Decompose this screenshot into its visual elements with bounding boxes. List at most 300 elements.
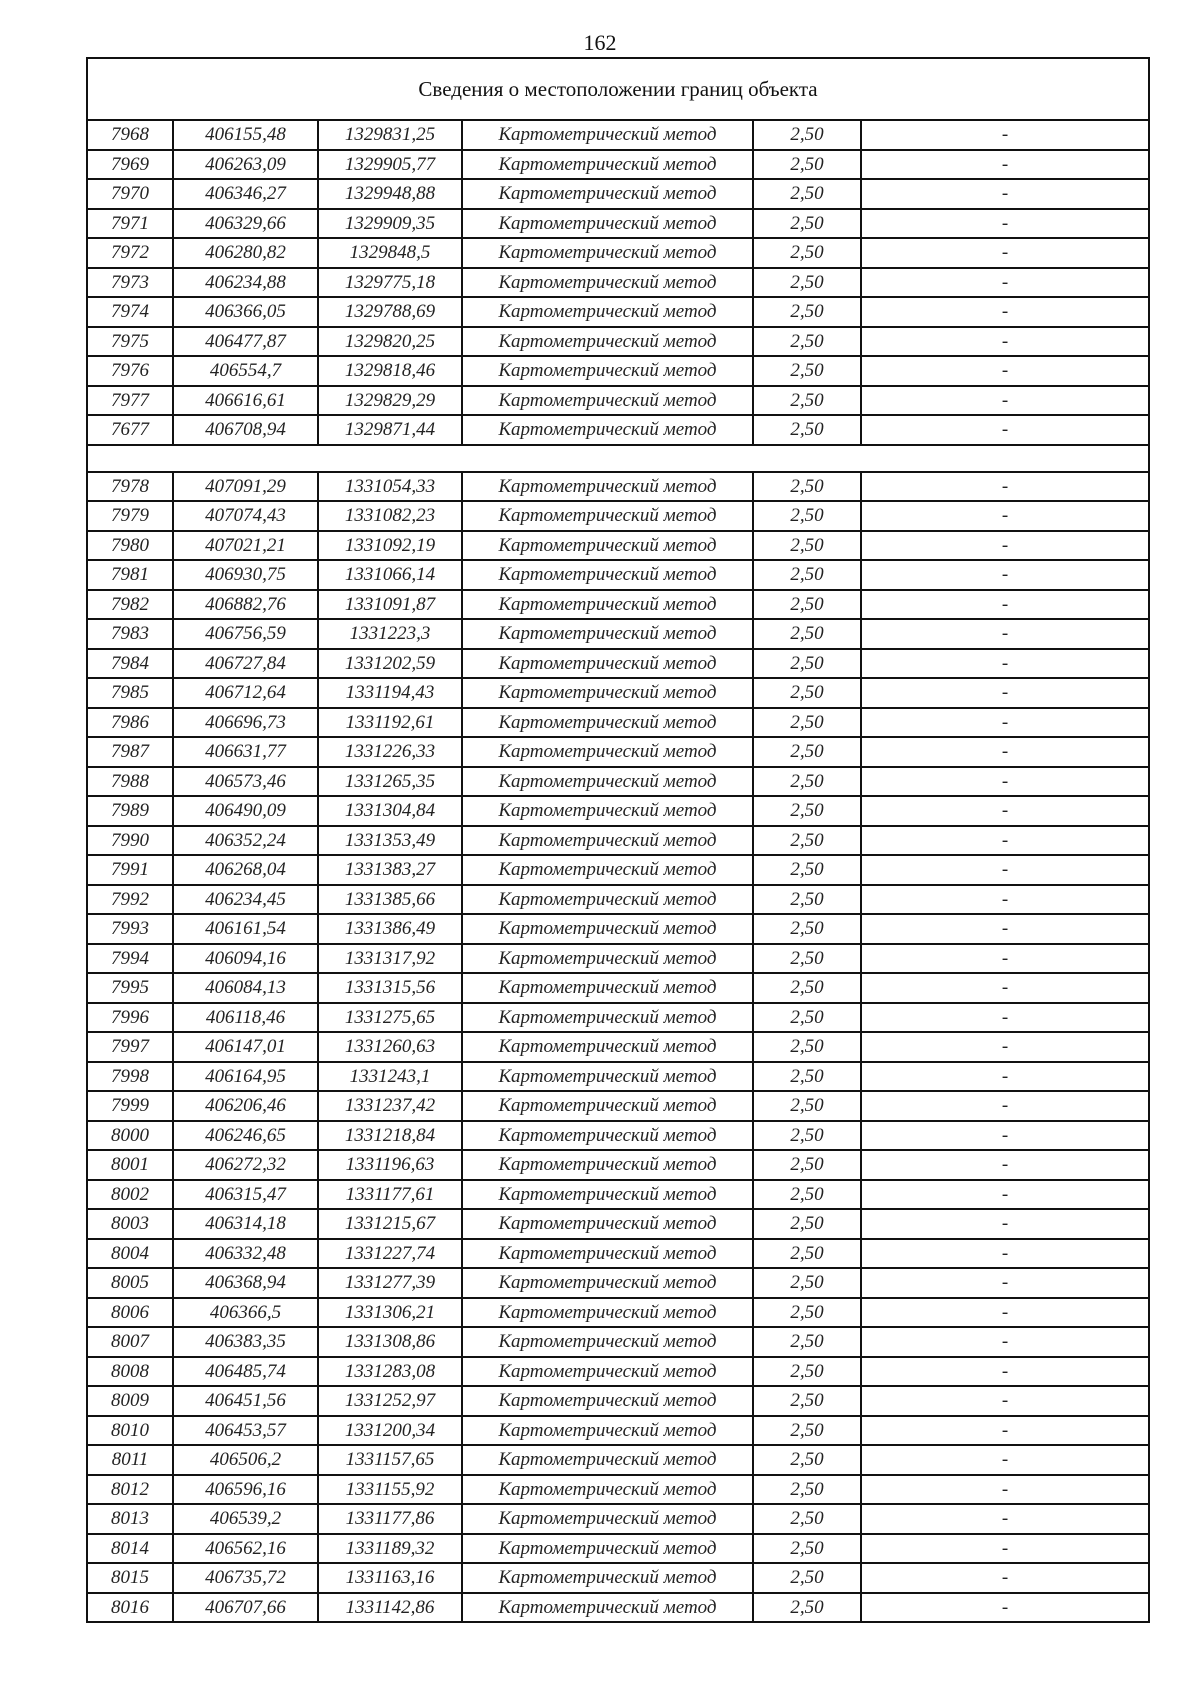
x-coordinate-cell: 406368,94 <box>173 1268 318 1298</box>
boundary-table <box>86 57 1150 1623</box>
x-coordinate-cell: 406453,57 <box>173 1416 318 1446</box>
table-row <box>87 708 1149 738</box>
x-coordinate-cell: 406234,88 <box>173 268 318 298</box>
method-cell: Картометрический метод <box>462 1032 753 1062</box>
x-coordinate-cell: 406329,66 <box>173 209 318 239</box>
description-cell: - <box>861 796 1149 826</box>
table-row <box>87 1268 1149 1298</box>
accuracy-cell: 2,50 <box>753 327 861 357</box>
y-coordinate-cell: 1331091,87 <box>318 590 462 620</box>
table-row <box>87 1003 1149 1033</box>
point-number-cell: 7994 <box>87 944 173 974</box>
accuracy-cell: 2,50 <box>753 501 861 531</box>
point-number-cell: 7986 <box>87 708 173 738</box>
description-cell: - <box>861 1032 1149 1062</box>
point-number-cell: 8015 <box>87 1563 173 1593</box>
y-coordinate-cell: 1331223,3 <box>318 619 462 649</box>
accuracy-cell: 2,50 <box>753 1209 861 1239</box>
y-coordinate-cell: 1331215,67 <box>318 1209 462 1239</box>
x-coordinate-cell: 406383,35 <box>173 1327 318 1357</box>
point-number-cell: 8007 <box>87 1327 173 1357</box>
accuracy-cell: 2,50 <box>753 619 861 649</box>
accuracy-cell: 2,50 <box>753 386 861 416</box>
accuracy-cell: 2,50 <box>753 737 861 767</box>
y-coordinate-cell: 1329818,46 <box>318 356 462 386</box>
description-cell: - <box>861 531 1149 561</box>
accuracy-cell: 2,50 <box>753 1357 861 1387</box>
point-number-cell: 8013 <box>87 1504 173 1534</box>
method-cell: Картометрический метод <box>462 1003 753 1033</box>
y-coordinate-cell: 1331283,08 <box>318 1357 462 1387</box>
description-cell: - <box>861 560 1149 590</box>
x-coordinate-cell: 406756,59 <box>173 619 318 649</box>
point-number-cell: 7993 <box>87 914 173 944</box>
y-coordinate-cell: 1331218,84 <box>318 1121 462 1151</box>
method-cell: Картометрический метод <box>462 1504 753 1534</box>
y-coordinate-cell: 1331054,33 <box>318 472 462 502</box>
method-cell: Картометрический метод <box>462 1357 753 1387</box>
y-coordinate-cell: 1331066,14 <box>318 560 462 590</box>
table-row <box>87 1504 1149 1534</box>
y-coordinate-cell: 1331194,43 <box>318 678 462 708</box>
method-cell: Картометрический метод <box>462 1327 753 1357</box>
accuracy-cell: 2,50 <box>753 1475 861 1505</box>
accuracy-cell: 2,50 <box>753 649 861 679</box>
y-coordinate-cell: 1331275,65 <box>318 1003 462 1033</box>
point-number-cell: 7995 <box>87 973 173 1003</box>
table-row <box>87 1209 1149 1239</box>
point-number-cell: 7999 <box>87 1091 173 1121</box>
table-row <box>87 1386 1149 1416</box>
table-row <box>87 914 1149 944</box>
accuracy-cell: 2,50 <box>753 1062 861 1092</box>
x-coordinate-cell: 406616,61 <box>173 386 318 416</box>
y-coordinate-cell: 1331177,86 <box>318 1504 462 1534</box>
x-coordinate-cell: 406263,09 <box>173 150 318 180</box>
x-coordinate-cell: 406155,48 <box>173 120 318 150</box>
table-row <box>87 150 1149 180</box>
point-number-cell: 7998 <box>87 1062 173 1092</box>
description-cell: - <box>861 1416 1149 1446</box>
table-row <box>87 944 1149 974</box>
accuracy-cell: 2,50 <box>753 179 861 209</box>
table-row <box>87 1593 1149 1623</box>
y-coordinate-cell: 1329948,88 <box>318 179 462 209</box>
y-coordinate-cell: 1331082,23 <box>318 501 462 531</box>
description-cell: - <box>861 619 1149 649</box>
method-cell: Картометрический метод <box>462 1563 753 1593</box>
point-number-cell: 8001 <box>87 1150 173 1180</box>
y-coordinate-cell: 1331155,92 <box>318 1475 462 1505</box>
table-row <box>87 619 1149 649</box>
point-number-cell: 7990 <box>87 826 173 856</box>
description-cell: - <box>861 1445 1149 1475</box>
accuracy-cell: 2,50 <box>753 1504 861 1534</box>
point-number-cell: 7989 <box>87 796 173 826</box>
method-cell: Картометрический метод <box>462 649 753 679</box>
description-cell: - <box>861 885 1149 915</box>
table-row <box>87 1357 1149 1387</box>
description-cell: - <box>861 1003 1149 1033</box>
x-coordinate-cell: 406366,05 <box>173 297 318 327</box>
x-coordinate-cell: 406506,2 <box>173 1445 318 1475</box>
method-cell: Картометрический метод <box>462 590 753 620</box>
accuracy-cell: 2,50 <box>753 1416 861 1446</box>
description-cell: - <box>861 1091 1149 1121</box>
description-cell: - <box>861 501 1149 531</box>
point-number-cell: 8011 <box>87 1445 173 1475</box>
point-number-cell: 7983 <box>87 619 173 649</box>
description-cell: - <box>861 1386 1149 1416</box>
description-cell: - <box>861 1298 1149 1328</box>
accuracy-cell: 2,50 <box>753 826 861 856</box>
accuracy-cell: 2,50 <box>753 209 861 239</box>
description-cell: - <box>861 1327 1149 1357</box>
y-coordinate-cell: 1329871,44 <box>318 415 462 445</box>
accuracy-cell: 2,50 <box>753 1445 861 1475</box>
x-coordinate-cell: 406451,56 <box>173 1386 318 1416</box>
x-coordinate-cell: 406539,2 <box>173 1504 318 1534</box>
table-row <box>87 1416 1149 1446</box>
method-cell: Картометрический метод <box>462 737 753 767</box>
table-row <box>87 1327 1149 1357</box>
accuracy-cell: 2,50 <box>753 238 861 268</box>
point-number-cell: 7987 <box>87 737 173 767</box>
point-number-cell: 7972 <box>87 238 173 268</box>
description-cell: - <box>861 767 1149 797</box>
description-cell: - <box>861 649 1149 679</box>
description-cell: - <box>861 1593 1149 1623</box>
method-cell: Картометрический метод <box>462 1209 753 1239</box>
description-cell: - <box>861 238 1149 268</box>
x-coordinate-cell: 406631,77 <box>173 737 318 767</box>
y-coordinate-cell: 1329905,77 <box>318 150 462 180</box>
x-coordinate-cell: 406164,95 <box>173 1062 318 1092</box>
method-cell: Картометрический метод <box>462 327 753 357</box>
method-cell: Картометрический метод <box>462 678 753 708</box>
method-cell: Картометрический метод <box>462 1475 753 1505</box>
point-number-cell: 8002 <box>87 1180 173 1210</box>
x-coordinate-cell: 406485,74 <box>173 1357 318 1387</box>
x-coordinate-cell: 406477,87 <box>173 327 318 357</box>
description-cell: - <box>861 944 1149 974</box>
accuracy-cell: 2,50 <box>753 297 861 327</box>
x-coordinate-cell: 406490,09 <box>173 796 318 826</box>
description-cell: - <box>861 327 1149 357</box>
point-number-cell: 7996 <box>87 1003 173 1033</box>
x-coordinate-cell: 406332,48 <box>173 1239 318 1269</box>
method-cell: Картометрический метод <box>462 1386 753 1416</box>
y-coordinate-cell: 1331308,86 <box>318 1327 462 1357</box>
accuracy-cell: 2,50 <box>753 415 861 445</box>
table-row <box>87 1475 1149 1505</box>
y-coordinate-cell: 1331265,35 <box>318 767 462 797</box>
y-coordinate-cell: 1329775,18 <box>318 268 462 298</box>
y-coordinate-cell: 1329820,25 <box>318 327 462 357</box>
point-number-cell: 8012 <box>87 1475 173 1505</box>
accuracy-cell: 2,50 <box>753 708 861 738</box>
x-coordinate-cell: 406268,04 <box>173 855 318 885</box>
method-cell: Картометрический метод <box>462 179 753 209</box>
y-coordinate-cell: 1331317,92 <box>318 944 462 974</box>
accuracy-cell: 2,50 <box>753 767 861 797</box>
table-row <box>87 120 1149 150</box>
description-cell: - <box>861 590 1149 620</box>
y-coordinate-cell: 1331277,39 <box>318 1268 462 1298</box>
point-number-cell: 7970 <box>87 179 173 209</box>
point-number-cell: 7974 <box>87 297 173 327</box>
y-coordinate-cell: 1331196,63 <box>318 1150 462 1180</box>
accuracy-cell: 2,50 <box>753 885 861 915</box>
description-cell: - <box>861 973 1149 1003</box>
table-row <box>87 501 1149 531</box>
accuracy-cell: 2,50 <box>753 944 861 974</box>
table-header-row <box>87 58 1149 120</box>
method-cell: Картометрический метод <box>462 619 753 649</box>
accuracy-cell: 2,50 <box>753 1386 861 1416</box>
accuracy-cell: 2,50 <box>753 1563 861 1593</box>
point-number-cell: 7991 <box>87 855 173 885</box>
accuracy-cell: 2,50 <box>753 1032 861 1062</box>
description-cell: - <box>861 1475 1149 1505</box>
table-row <box>87 1445 1149 1475</box>
point-number-cell: 8005 <box>87 1268 173 1298</box>
accuracy-cell: 2,50 <box>753 150 861 180</box>
description-cell: - <box>861 1268 1149 1298</box>
method-cell: Картометрический метод <box>462 1091 753 1121</box>
x-coordinate-cell: 406161,54 <box>173 914 318 944</box>
table-row <box>87 415 1149 445</box>
point-number-cell: 7677 <box>87 415 173 445</box>
y-coordinate-cell: 1331237,42 <box>318 1091 462 1121</box>
description-cell: - <box>861 297 1149 327</box>
table-row <box>87 826 1149 856</box>
description-cell: - <box>861 678 1149 708</box>
x-coordinate-cell: 406314,18 <box>173 1209 318 1239</box>
y-coordinate-cell: 1331315,56 <box>318 973 462 1003</box>
x-coordinate-cell: 406930,75 <box>173 560 318 590</box>
point-number-cell: 7976 <box>87 356 173 386</box>
table-row <box>87 238 1149 268</box>
x-coordinate-cell: 406882,76 <box>173 590 318 620</box>
description-cell: - <box>861 150 1149 180</box>
method-cell: Картометрический метод <box>462 209 753 239</box>
page-number: 162 <box>583 30 617 55</box>
accuracy-cell: 2,50 <box>753 1593 861 1623</box>
x-coordinate-cell: 406554,7 <box>173 356 318 386</box>
x-coordinate-cell: 406346,27 <box>173 179 318 209</box>
description-cell: - <box>861 415 1149 445</box>
method-cell: Картометрический метод <box>462 1298 753 1328</box>
y-coordinate-cell: 1329788,69 <box>318 297 462 327</box>
point-number-cell: 7982 <box>87 590 173 620</box>
accuracy-cell: 2,50 <box>753 1298 861 1328</box>
table-row <box>87 1091 1149 1121</box>
description-cell: - <box>861 914 1149 944</box>
description-cell: - <box>861 386 1149 416</box>
accuracy-cell: 2,50 <box>753 1003 861 1033</box>
accuracy-cell: 2,50 <box>753 120 861 150</box>
table-row <box>87 1150 1149 1180</box>
table-row <box>87 356 1149 386</box>
accuracy-cell: 2,50 <box>753 472 861 502</box>
y-coordinate-cell: 1331092,19 <box>318 531 462 561</box>
point-number-cell: 8014 <box>87 1534 173 1564</box>
x-coordinate-cell: 406084,13 <box>173 973 318 1003</box>
point-number-cell: 8008 <box>87 1357 173 1387</box>
table-row <box>87 209 1149 239</box>
x-coordinate-cell: 406147,01 <box>173 1032 318 1062</box>
table-row <box>87 560 1149 590</box>
point-number-cell: 7992 <box>87 885 173 915</box>
table-row <box>87 179 1149 209</box>
y-coordinate-cell: 1331227,74 <box>318 1239 462 1269</box>
method-cell: Картометрический метод <box>462 944 753 974</box>
table-row <box>87 386 1149 416</box>
point-number-cell: 8010 <box>87 1416 173 1446</box>
y-coordinate-cell: 1331304,84 <box>318 796 462 826</box>
x-coordinate-cell: 406206,46 <box>173 1091 318 1121</box>
accuracy-cell: 2,50 <box>753 973 861 1003</box>
y-coordinate-cell: 1331243,1 <box>318 1062 462 1092</box>
y-coordinate-cell: 1331252,97 <box>318 1386 462 1416</box>
y-coordinate-cell: 1331383,27 <box>318 855 462 885</box>
method-cell: Картометрический метод <box>462 973 753 1003</box>
group-separator-cell <box>87 445 1149 472</box>
x-coordinate-cell: 406562,16 <box>173 1534 318 1564</box>
method-cell: Картометрический метод <box>462 1239 753 1269</box>
accuracy-cell: 2,50 <box>753 855 861 885</box>
x-coordinate-cell: 406735,72 <box>173 1563 318 1593</box>
accuracy-cell: 2,50 <box>753 560 861 590</box>
description-cell: - <box>861 1534 1149 1564</box>
x-coordinate-cell: 406712,64 <box>173 678 318 708</box>
point-number-cell: 8016 <box>87 1593 173 1623</box>
table-row <box>87 1298 1149 1328</box>
description-cell: - <box>861 1504 1149 1534</box>
y-coordinate-cell: 1331306,21 <box>318 1298 462 1328</box>
x-coordinate-cell: 406234,45 <box>173 885 318 915</box>
method-cell: Картометрический метод <box>462 297 753 327</box>
x-coordinate-cell: 406272,32 <box>173 1150 318 1180</box>
x-coordinate-cell: 406696,73 <box>173 708 318 738</box>
point-number-cell: 7997 <box>87 1032 173 1062</box>
accuracy-cell: 2,50 <box>753 531 861 561</box>
table-row <box>87 649 1149 679</box>
x-coordinate-cell: 406708,94 <box>173 415 318 445</box>
y-coordinate-cell: 1331192,61 <box>318 708 462 738</box>
accuracy-cell: 2,50 <box>753 1121 861 1151</box>
accuracy-cell: 2,50 <box>753 1534 861 1564</box>
method-cell: Картометрический метод <box>462 1062 753 1092</box>
table-row <box>87 327 1149 357</box>
table-row <box>87 1032 1149 1062</box>
method-cell: Картометрический метод <box>462 120 753 150</box>
method-cell: Картометрический метод <box>462 1534 753 1564</box>
y-coordinate-cell: 1331177,61 <box>318 1180 462 1210</box>
table-row <box>87 1180 1149 1210</box>
method-cell: Картометрический метод <box>462 1180 753 1210</box>
description-cell: - <box>861 826 1149 856</box>
method-cell: Картометрический метод <box>462 1150 753 1180</box>
table-row <box>87 1062 1149 1092</box>
point-number-cell: 7968 <box>87 120 173 150</box>
point-number-cell: 7984 <box>87 649 173 679</box>
description-cell: - <box>861 268 1149 298</box>
accuracy-cell: 2,50 <box>753 1268 861 1298</box>
x-coordinate-cell: 406315,47 <box>173 1180 318 1210</box>
point-number-cell: 7988 <box>87 767 173 797</box>
method-cell: Картометрический метод <box>462 1268 753 1298</box>
method-cell: Картометрический метод <box>462 1445 753 1475</box>
x-coordinate-cell: 406352,24 <box>173 826 318 856</box>
table-row <box>87 767 1149 797</box>
table-title: Сведения о местоположении границ объекта <box>87 58 1149 120</box>
x-coordinate-cell: 407074,43 <box>173 501 318 531</box>
method-cell: Картометрический метод <box>462 855 753 885</box>
table-row <box>87 737 1149 767</box>
description-cell: - <box>861 1150 1149 1180</box>
y-coordinate-cell: 1331200,34 <box>318 1416 462 1446</box>
y-coordinate-cell: 1329909,35 <box>318 209 462 239</box>
description-cell: - <box>861 356 1149 386</box>
method-cell: Картометрический метод <box>462 796 753 826</box>
method-cell: Картометрический метод <box>462 150 753 180</box>
description-cell: - <box>861 1239 1149 1269</box>
accuracy-cell: 2,50 <box>753 914 861 944</box>
point-number-cell: 7973 <box>87 268 173 298</box>
method-cell: Картометрический метод <box>462 415 753 445</box>
point-number-cell: 7985 <box>87 678 173 708</box>
x-coordinate-cell: 406707,66 <box>173 1593 318 1623</box>
method-cell: Картометрический метод <box>462 501 753 531</box>
x-coordinate-cell: 406280,82 <box>173 238 318 268</box>
x-coordinate-cell: 406573,46 <box>173 767 318 797</box>
x-coordinate-cell: 407021,21 <box>173 531 318 561</box>
x-coordinate-cell: 406727,84 <box>173 649 318 679</box>
description-cell: - <box>861 1209 1149 1239</box>
method-cell: Картометрический метод <box>462 1593 753 1623</box>
accuracy-cell: 2,50 <box>753 796 861 826</box>
x-coordinate-cell: 407091,29 <box>173 472 318 502</box>
y-coordinate-cell: 1329829,29 <box>318 386 462 416</box>
y-coordinate-cell: 1331189,32 <box>318 1534 462 1564</box>
point-number-cell: 8006 <box>87 1298 173 1328</box>
accuracy-cell: 2,50 <box>753 1239 861 1269</box>
accuracy-cell: 2,50 <box>753 1180 861 1210</box>
point-number-cell: 8003 <box>87 1209 173 1239</box>
table-row <box>87 1239 1149 1269</box>
accuracy-cell: 2,50 <box>753 1150 861 1180</box>
point-number-cell: 7979 <box>87 501 173 531</box>
x-coordinate-cell: 406246,65 <box>173 1121 318 1151</box>
y-coordinate-cell: 1331226,33 <box>318 737 462 767</box>
table-row <box>87 855 1149 885</box>
description-cell: - <box>861 1121 1149 1151</box>
method-cell: Картометрический метод <box>462 826 753 856</box>
description-cell: - <box>861 1180 1149 1210</box>
x-coordinate-cell: 406366,5 <box>173 1298 318 1328</box>
description-cell: - <box>861 708 1149 738</box>
table-row <box>87 1534 1149 1564</box>
y-coordinate-cell: 1331163,16 <box>318 1563 462 1593</box>
point-number-cell: 7981 <box>87 560 173 590</box>
description-cell: - <box>861 1062 1149 1092</box>
accuracy-cell: 2,50 <box>753 1327 861 1357</box>
y-coordinate-cell: 1331260,63 <box>318 1032 462 1062</box>
y-coordinate-cell: 1331142,86 <box>318 1593 462 1623</box>
point-number-cell: 7975 <box>87 327 173 357</box>
